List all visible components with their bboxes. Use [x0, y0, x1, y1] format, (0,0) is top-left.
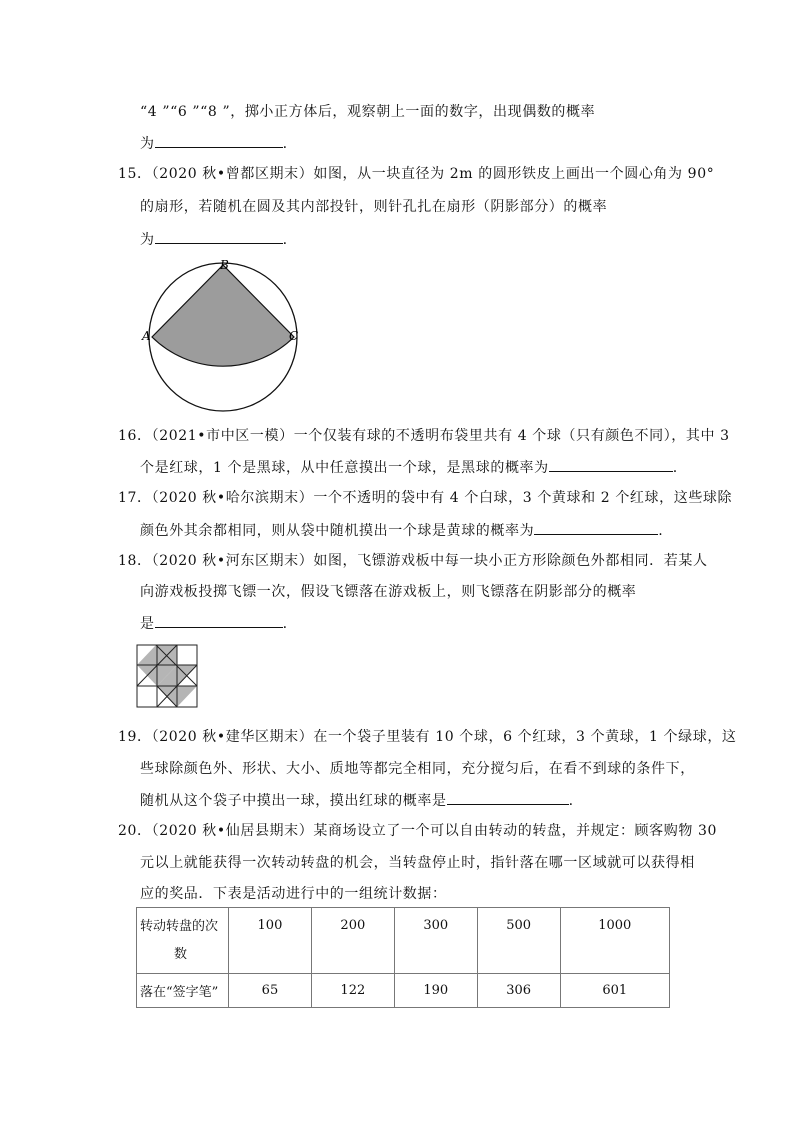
dartboard-grid-figure: [136, 644, 202, 710]
q15-suffix: .: [282, 232, 288, 248]
q20-text-line1: 20．（2020 秋•仙居县期末）某商场设立了一个可以自由转动的转盘，并规定：顾客购物 30: [118, 823, 718, 839]
table-cell: 100: [229, 908, 312, 974]
table-header-cell: [137, 908, 229, 974]
header-label-line1: 转动转盘的次: [140, 918, 219, 934]
header-label-line2: 数: [174, 946, 188, 962]
answer-blank: [447, 790, 569, 805]
answer-blank: [155, 229, 283, 244]
answer-blank: [534, 520, 658, 535]
table-cell: 200: [311, 908, 394, 974]
q17-text-line2: [140, 520, 663, 541]
q17-text-line1: 17．（2020 秋•哈尔滨期末）一个不透明的袋中有 4 个白球，3 个黄球和 2 个红球，这些球除: [118, 490, 733, 506]
table-row: [137, 908, 670, 974]
q18-text-line3: [140, 613, 288, 634]
table-cell: 65: [229, 974, 312, 1008]
table-cell: 500: [477, 908, 560, 974]
q19-text-line2: 些球除颜色外、形状、大小、质地等都完全相同，充分搅匀后，在看不到球的条件下，: [140, 761, 695, 777]
point-label-c: C: [289, 329, 299, 343]
q19-prefix: 随机从这个袋子中摸出一球，摸出红球的概率是: [140, 793, 447, 809]
table-header-cell: 落在“签字笔”: [137, 974, 229, 1008]
table-cell: 300: [394, 908, 477, 974]
point-label-a: A: [142, 329, 151, 343]
q19-text-line3: [140, 790, 574, 811]
q18-text-line2: 向游戏板投掷飞镖一次，假设飞镖落在游戏板上，则飞镖落在阴影部分的概率: [140, 584, 637, 600]
q18-text-line1: 18．（2020 秋•河东区期末）如图，飞镖游戏板中每一块小正方形除颜色外都相同．若某人: [118, 553, 708, 569]
q17-suffix: .: [658, 523, 664, 539]
answer-blank: [155, 613, 283, 628]
q17-prefix: 颜色外其余都相同，则从袋中随机摸出一个球是黄球的概率为: [140, 523, 535, 539]
table-row: [137, 974, 670, 1008]
q16-text-line1: 16．（2021•市中区一模）一个仅装有球的不透明布袋里共有 4 个球（只有颜色不同），其中 3: [118, 428, 730, 444]
table-cell: 601: [560, 974, 669, 1008]
q18-prefix: 是: [140, 616, 155, 632]
table-cell: 122: [311, 974, 394, 1008]
q18-suffix: .: [282, 616, 288, 632]
q15-text-line1: 15．（2020 秋•曾都区期末）如图，从一块直径为 2m 的圆形铁皮上画出一个圆心角为 90°: [118, 166, 715, 182]
table-cell: 190: [394, 974, 477, 1008]
q14-text-line1: “4 ”“6 ”“8 ”，掷小正方体后，观察朝上一面的数字，出现偶数的概率: [140, 104, 596, 120]
q16-prefix: 个是红球，1 个是黑球，从中任意摸出一个球，是黑球的概率为: [140, 460, 549, 476]
circle-sector-figure: [138, 252, 308, 414]
q16-text-line2: [140, 457, 678, 478]
answer-blank: [549, 457, 673, 472]
q15-text-line3: [140, 229, 288, 250]
point-label-b: B: [220, 258, 229, 272]
q15-prefix: 为: [140, 232, 155, 248]
q19-suffix: .: [568, 793, 574, 809]
q20-text-line3: 应的奖品．下表是活动进行中的一组统计数据：: [140, 886, 447, 902]
spin-statistics-table: [136, 907, 670, 1008]
table-cell: 1000: [560, 908, 669, 974]
q14-suffix: .: [282, 136, 288, 152]
answer-blank: [155, 133, 283, 148]
q16-suffix: .: [672, 460, 678, 476]
table-cell: 306: [477, 974, 560, 1008]
q20-text-line2: 元以上就能获得一次转动转盘的机会，当转盘停止时，指针落在哪一区域就可以获得相: [140, 855, 695, 871]
q14-prefix: 为: [140, 136, 155, 152]
q14-text-line2: [140, 133, 288, 154]
q19-text-line1: 19．（2020 秋•建华区期末）在一个袋子里装有 10 个球，6 个红球，3 个黄球，1 个绿球，这: [118, 729, 737, 745]
q15-text-line2: 的扇形，若随机在圆及其内部投针，则针孔扎在扇形（阴影部分）的概率: [140, 199, 608, 215]
shaded-sector: [152, 265, 294, 366]
